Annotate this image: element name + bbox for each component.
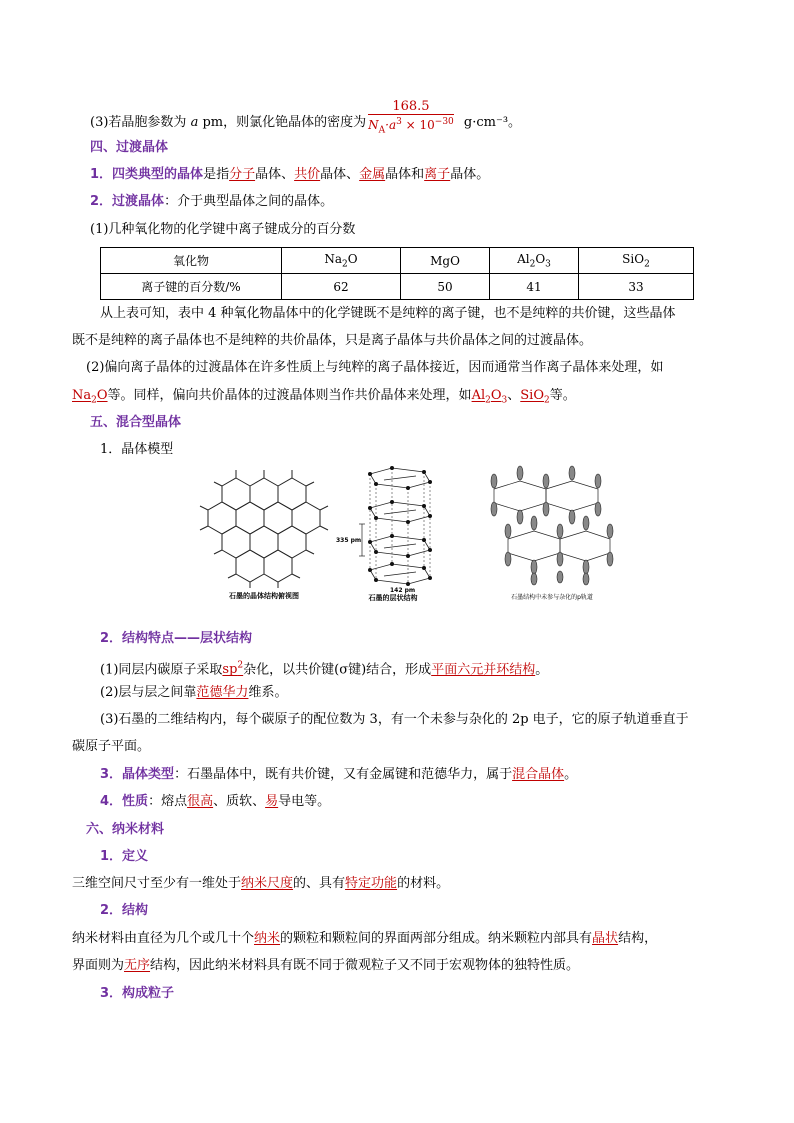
sec5-properties: 4．性质：熔点很高、质软、易导电等。 xyxy=(100,794,331,809)
interlayer-distance-label: 335 pm xyxy=(336,537,362,544)
sec6-structure-l2: 界面则为无序结构，因此纳米材料具有既不同于微观粒子又不同于宏观物体的独特性质。 xyxy=(72,958,580,973)
sec4-para2-l1: (2)偏向离子晶体的过渡晶体在许多性质上与纯粹的离子晶体接近，因而通常当作离子晶体来处理，如 xyxy=(86,360,664,375)
density-fraction xyxy=(368,100,454,137)
sec6-definition-text: 三维空间尺寸至少有一维处于纳米尺度的、具有特定功能的材料。 xyxy=(72,876,450,891)
answer-molecular: 分子 xyxy=(229,167,256,182)
table-cell: 50 xyxy=(401,274,490,300)
graphite-layer-image xyxy=(334,462,452,602)
density-numerator: 168.5 xyxy=(368,100,454,115)
table-cell: 离子键的百分数/% xyxy=(101,274,282,300)
answer-covalent: 共价 xyxy=(294,167,321,182)
table-cell: 41 xyxy=(490,274,579,300)
table-header-cell: SiO$_2$ xyxy=(579,248,694,274)
table-row xyxy=(101,274,694,300)
density-unit: pm，则氯化铯晶体的密度为 xyxy=(198,115,367,131)
sec6-structure-l1: 纳米材料由直径为几个或几十个纳米的颗粒和颗粒间的界面两部分组成。纳米颗粒内部具有晶状结构， xyxy=(72,931,658,946)
section-5-heading: 五、混合型晶体 xyxy=(90,415,182,430)
sec5-feature-heading: 2．结构特点——层状结构 xyxy=(100,631,253,646)
table-header-cell: MgO xyxy=(401,248,490,274)
sec4-para1-l2: 既不是纯粹的离子晶体也不是纯粹的共价晶体，只是离子晶体与共价晶体之间的过渡晶体。 xyxy=(72,333,593,348)
bond-length-label: 142 pm xyxy=(390,587,416,594)
answer-ionic: 离子 xyxy=(424,167,451,182)
sec4-para1-l1: 从上表可知，表中 4 种氧化物晶体中的化学键既不是纯粹的离子键，也不是纯粹的共价键，这些晶体 xyxy=(100,306,676,321)
sec4-para2-l2: $Na_2O$等。同样，偏向共价晶体的过渡晶体则当作共价晶体来处理，如$Al_2O_3$、SiO$_2$等。 xyxy=(72,388,576,406)
sec4-item1-label: 四类典型的晶体 xyxy=(112,167,204,182)
sec5-feature-1: (1)同层内碳原子采取$sp^2$杂化，以共价键(σ键)结合，形成平面六元并环结构。 xyxy=(100,661,549,678)
section-6-heading: 六、纳米材料 xyxy=(86,822,165,837)
sec4-item1: 1．四类典型的晶体是指分子晶体、共价晶体、金属晶体和离子晶体。 xyxy=(90,167,490,182)
answer-metal: 金属 xyxy=(359,167,386,182)
sec5-feature-3-l2: 碳原子平面。 xyxy=(72,739,151,754)
table-header-cell: 氧化物 xyxy=(101,248,282,274)
density-suffix: g·cm⁻³。 xyxy=(459,115,522,131)
p-orbital-image xyxy=(480,459,616,603)
sec4-sub1: (1)几种氧化物的化学键中离子键成分的百分数 xyxy=(90,222,356,237)
sec5-feature-2: (2)层与层之间靠范德华力维系。 xyxy=(100,685,288,700)
sec6-structure-heading: 2．结构 xyxy=(100,903,149,918)
table-header-cell: $Na_2O$ xyxy=(282,248,401,274)
sec6-definition-heading: 1．定义 xyxy=(100,849,149,864)
p-orbital-caption: 石墨结构中未参与杂化的p轨道 xyxy=(511,594,593,601)
table-cell: 33 xyxy=(579,274,694,300)
sec6-particles-heading: 3．构成粒子 xyxy=(100,986,175,1001)
density-prefix: (3)若晶胞参数为 xyxy=(90,115,191,131)
table-row xyxy=(101,248,694,274)
table-cell: 62 xyxy=(282,274,401,300)
oxide-table xyxy=(100,247,694,300)
graphite-top-view-caption: 石墨的晶体结构俯视图 xyxy=(229,592,299,600)
graphite-layer-caption: 石墨的层状结构 xyxy=(368,594,418,602)
sec4-item2: 2．过渡晶体：介于典型晶体之间的晶体。 xyxy=(90,194,334,209)
density-line xyxy=(90,99,715,141)
crystal-model-label: 1．晶体模型 xyxy=(100,442,174,457)
density-denominator: $N_A\cdot a^3 \times 10^{-30}$ xyxy=(368,117,454,136)
density-a: a xyxy=(190,115,199,131)
section-4-heading: 四、过渡晶体 xyxy=(90,140,169,155)
sec5-crystal-type: 3．晶体类型：石墨晶体中，既有共价键，又有金属键和范德华力，属于混合晶体。 xyxy=(100,767,578,782)
graphite-top-view-image xyxy=(198,466,330,602)
sec5-feature-3-l1: (3)石墨的二维结构内，每个碳原子的配位数为 3，有一个未参与杂化的 2p 电子，它的原子轨道垂直于 xyxy=(100,712,689,727)
table-header-cell: $Al_2O_3$ xyxy=(490,248,579,274)
